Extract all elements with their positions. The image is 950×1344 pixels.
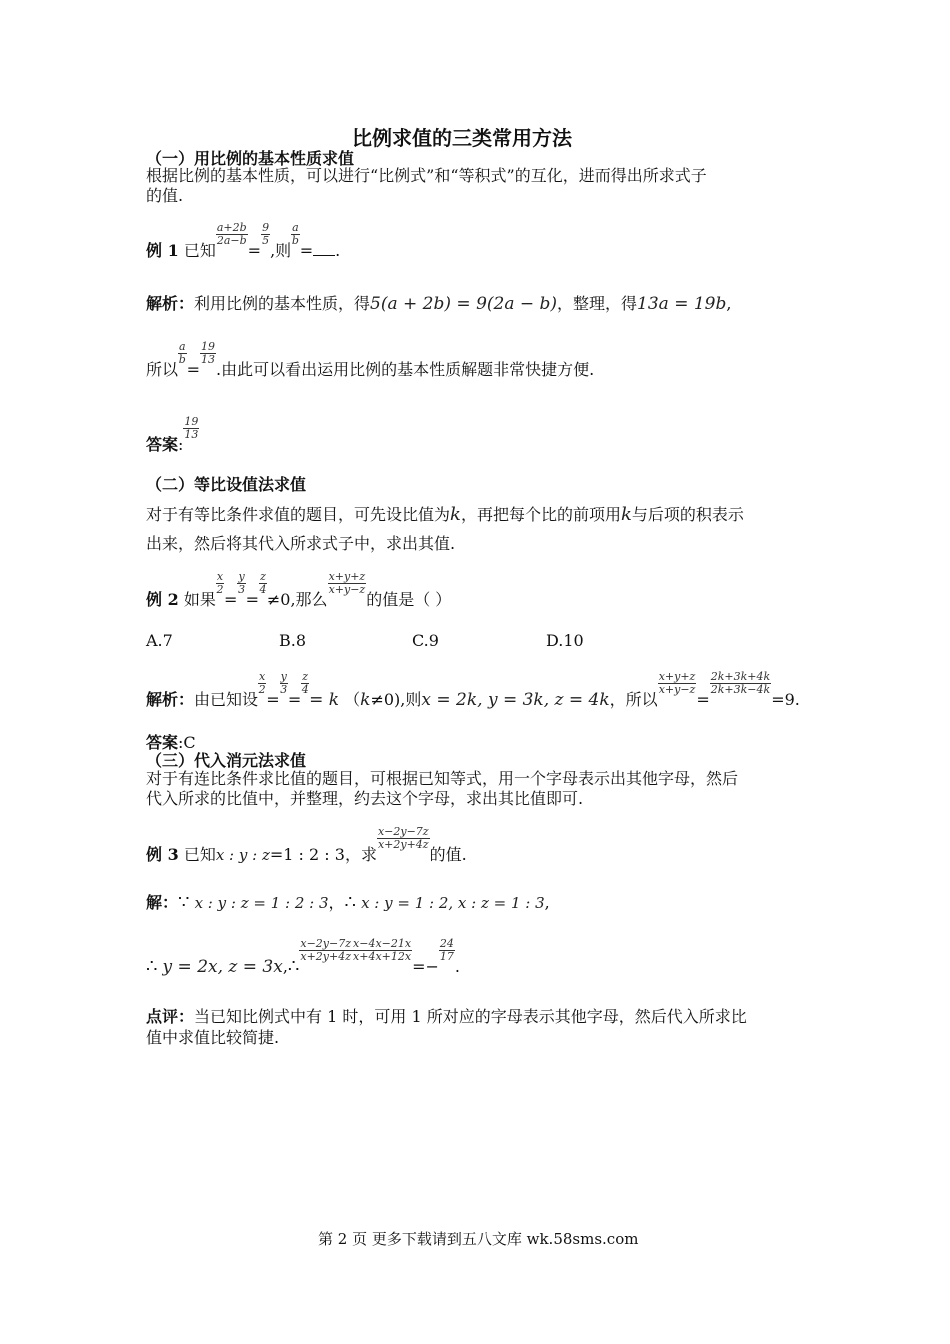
fraction-ex3: $\frac{x-2y-7z}{x+2y+4z}$ bbox=[377, 825, 429, 851]
section-3-intro-line2: 代入所求的比值中，并整理，约去这个字母，求出其比值即可. bbox=[146, 789, 584, 808]
fraction-19-13: $\frac{19}{13}$ bbox=[200, 340, 215, 366]
section-2-intro-line2: 出来，然后将其代入所求式子中，求出其值. bbox=[146, 534, 456, 553]
fraction-k-sum: $\frac{2k+3k+4k}{2k+3k-4k}$ bbox=[710, 670, 771, 696]
page-title: 比例求值的三类常用方法 bbox=[352, 126, 572, 150]
example-1-fraction-given: $\frac{a+2b}{2a-b}$ bbox=[216, 221, 247, 247]
section-1-heading: （一）用比例的基本性质求值 bbox=[146, 149, 355, 168]
answer-2: 答案:C bbox=[146, 733, 196, 752]
section-3-intro-line1: 对于有连比条件求比值的题目，可根据已知等式，用一个字母表示出其他字母，然后 bbox=[146, 769, 739, 788]
fraction-x-2-sol: $\frac{x}{2}$ bbox=[258, 670, 266, 696]
answer-blank bbox=[313, 243, 335, 256]
fraction-y-3-sol: $\frac{y}{3}$ bbox=[280, 670, 288, 696]
fraction-24-17: $\frac{24}{17}$ bbox=[439, 937, 454, 963]
example-1-fraction-ask: $\frac{a}{b}$ bbox=[291, 221, 299, 247]
example-3: 例 3 已知x : y : z=1 : 2 : 3，求 $\frac{x-2y-7z}{x+2y+4z}$ 的值. bbox=[146, 825, 467, 864]
fraction-ex3-sol: $\frac{x-2y-7z}{x+2y+4z}$ bbox=[300, 937, 352, 963]
example-1-pre: 已知 bbox=[183, 241, 216, 260]
answer-1-fraction: $\frac{19}{13}$ bbox=[184, 415, 199, 441]
solution-3-line2: ∴ y = 2x, z = 3x,∴ $\frac{x-2y-7z}{x+2y+4z}$ $\frac{x-4x-21x}{x+4x+12x}$ =− $\frac{24}{17}$ . bbox=[146, 937, 460, 977]
option-c: C.9 bbox=[412, 631, 439, 650]
fraction-z-4-sol: $\frac{z}{4}$ bbox=[301, 670, 309, 696]
section-3-heading: （三）代入消元法求值 bbox=[146, 751, 307, 770]
section-2-heading: （二）等比设值法求值 bbox=[146, 475, 307, 494]
comment-line1: 点评：当已知比例式中有 1 时，可用 1 所对应的字母表示其他字母，然后代入所求比 bbox=[146, 1007, 747, 1026]
solution-1-line1: 解析：利用比例的基本性质，得5(a + 2b) = 9(2a − b)，整理，得13a = 19b, bbox=[146, 294, 732, 314]
solution-3-line1: 解：∵ x : y : z = 1 : 2 : 3，∴ x : y = 1 : 2, x : z = 1 : 3, bbox=[146, 892, 550, 913]
example-2: 例 2 如果 $\frac{x}{2}$ = $\frac{y}{3}$ = $\frac{z}{4}$ ≠0,那么 $\frac{x+y+z}{x+y-z}$ 的值是（ ） bbox=[146, 570, 452, 609]
equation-xyz-k: x = 2k, y = 3k, z = 4k bbox=[421, 690, 610, 710]
section-2-intro-line1: 对于有等比条件求值的题目，可先设比值为k，再把每个比的前项用k与后项的积表示 bbox=[146, 504, 744, 525]
fraction-z-4: $\frac{z}{4}$ bbox=[259, 570, 267, 596]
option-d: D.10 bbox=[546, 631, 584, 650]
equation-5a2b: 5(a + 2b) = 9(2a − b) bbox=[370, 294, 558, 314]
fraction-y-3: $\frac{y}{3}$ bbox=[238, 570, 246, 596]
fraction-x-terms: $\frac{x-4x-21x}{x+4x+12x}$ bbox=[353, 937, 412, 963]
example-1-label: 例 1 bbox=[146, 241, 179, 260]
option-b: B.8 bbox=[279, 631, 307, 650]
fraction-a-b: $\frac{a}{b}$ bbox=[178, 340, 186, 366]
section-1-intro-line2: 的值. bbox=[146, 186, 184, 205]
fraction-sum-sol: $\frac{x+y+z}{x+y-z}$ bbox=[658, 670, 696, 696]
equation-13a-19b: 13a = 19b bbox=[637, 294, 727, 314]
comment-line2: 值中求值比较简捷. bbox=[146, 1028, 280, 1047]
example-1: 例 1 已知 $\frac{a+2b}{2a-b}$ = $\frac{9}{5}$ ,则 $\frac{a}{b}$ = . bbox=[146, 221, 341, 260]
answer-1: 答案: $\frac{19}{13}$ bbox=[146, 415, 199, 454]
solution-2: 解析：由已知设 $\frac{x}{2}$ = $\frac{y}{3}$ = $\frac{z}{4}$ = k （k≠0),则x = 2k, y = 3k, z = 4k，所以 $\frac{x+y+z}{x+y-z}$ = $\frac{2k+3k+4k}{2k+3k-4k}$ =9. bbox=[146, 670, 800, 710]
page-footer: 第 2 页 更多下载请到五八文库 wk.58sms.com bbox=[318, 1230, 639, 1248]
example-1-fraction-ratio: $\frac{9}{5}$ bbox=[262, 221, 270, 247]
section-1-intro-line1: 根据比例的基本性质，可以进行“比例式”和“等积式”的互化，进而得出所求式子 bbox=[146, 166, 707, 185]
option-a: A.7 bbox=[146, 631, 173, 650]
solution-1-line2: 所以 $\frac{a}{b}$ = $\frac{19}{13}$ .由此可以看出运用比例的基本性质解题非常快捷方便. bbox=[146, 340, 595, 379]
fraction-x-2: $\frac{x}{2}$ bbox=[216, 570, 224, 596]
fraction-sum: $\frac{x+y+z}{x+y-z}$ bbox=[328, 570, 366, 596]
